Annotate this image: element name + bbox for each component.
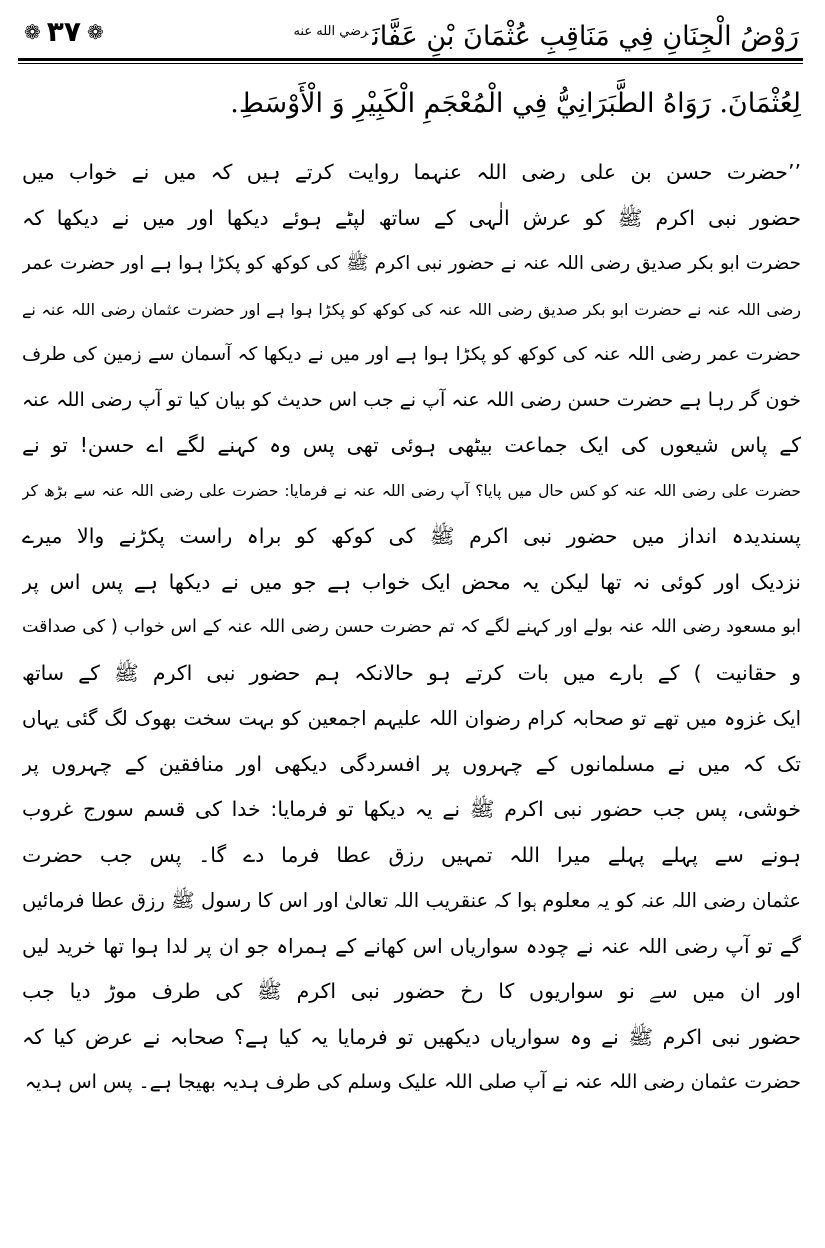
honorific-mark: رضي الله عنه: [293, 24, 369, 39]
text-line: حضرت عمر رضی اللہ عنہ کی کوکھ کو پکڑا ہوا ہے اور میں نے دیکھا کہ آسمان سے زمین کی طرف: [22, 344, 801, 365]
running-title: [293, 12, 799, 57]
text-line: ابو مسعود رضی اللہ عنہ بولے اور کہنے لگے کہ تم حضرت حسن رضی اللہ عنہ کے اس خواب ( کی صداقت: [22, 617, 801, 637]
text-line: ’’حضرت حسن بن علی رضی اللہ عنہما روایت کرتے ہیں کہ میں نے خواب میں: [22, 160, 801, 184]
text-line: حضور نبی اکرم ﷺ نے وہ سواریاں دیکھیں تو فرمایا یہ کیا ہے؟ صحابہ نے عرض کیا کہ: [22, 1024, 801, 1049]
running-title-text: رَوْضُ الْجِنَانِ فِي مَنَاقِبِ عُثْمَانَ بْنِ عَفَّانَ: [372, 21, 799, 52]
text-line: نزدیک اور کوئی نہ تھا لیکن یہ محض ایک خواب ہے جو میں نے دیکھا ہے پس اس پر: [22, 569, 801, 594]
page-header: [18, 10, 803, 56]
ornament-left-icon: ❁: [24, 20, 41, 44]
text-line: کے پاس شیعوں کی ایک جماعت بیٹھی ہوئی تھی پس وہ کہنے لگے اے حسن! تو نے: [22, 433, 801, 457]
text-line: تک کہ میں نے مسلمانوں کے چہروں پر افسردگی دیکھی اور منافقین کے چہروں پر: [22, 751, 801, 776]
text-line: ہونے سے پہلے پہلے میرا اللہ تمہیں رزق عطا فرما دے گا۔ پس جب حضرت: [22, 842, 801, 867]
text-line: رضی اللہ عنہ نے حضرت ابو بکر صدیق رضی اللہ عنہ کی کوکھ کو پکڑا ہوا ہے اور حضرت عثمان رضی اللہ عنہ نے: [22, 299, 801, 319]
arabic-reference-line: لِعُثْمَانَ. رَوَاهُ الطَّبَرَانِيُّ فِي الْمُعْجَمِ الْكَبِيْرِ وَ الْأَوْسَطِ.: [230, 88, 801, 119]
text-line: اور ان میں سے نو سواریوں کا رخ حضور نبی اکرم ﷺ کی طرف موڑ دیا جب: [22, 979, 801, 1003]
ornament-right-icon: ❁: [86, 20, 104, 44]
text-line: پسندیدہ انداز میں حضور نبی اکرم ﷺ کی کوکھ کو براہ راست پکڑنے والا میرے: [22, 524, 801, 548]
text-line: حضور نبی اکرم ﷺ کو عرش الٰہی کے ساتھ لپٹے ہوئے دیکھا اور میں نے دیکھا کہ: [22, 205, 801, 230]
text-line: حضرت عثمان رضی اللہ عنہ نے آپ صلی اللہ علیک وسلم کی طرف ہدیہ بھیجا ہے۔ پس اس ہدیہ: [24, 1071, 801, 1093]
text-line: حضرت ابو بکر صدیق رضی اللہ عنہ نے حضور نبی اکرم ﷺ کی کوکھ کو پکڑا ہوا ہے اور حضرت عمر: [22, 253, 801, 274]
text-line: گے تو آپ رضی اللہ عنہ نے چودہ سواریاں اس کھانے کے ہمراہ جو ان پر لدا ہوا تھا خرید لیں: [22, 933, 801, 958]
text-line: و حقانیت ) کے بارے میں بات کرتے ہو حالانکہ ہم حضور نبی اکرم ﷺ کے ساتھ: [22, 660, 801, 685]
text-line: خون گر رہا ہے حضرت حسن رضی اللہ عنہ آپ نے جب اس حدیث کو بیان کیا تو آپ رضی اللہ عنہ: [22, 388, 801, 411]
page-number-box: [24, 12, 104, 52]
header-rule-thin: [18, 63, 803, 64]
header-rule: [18, 58, 803, 61]
page-number: ۳۷: [46, 15, 81, 48]
text-line: عثمان رضی اللہ عنہ کو یہ معلوم ہوا کہ عنقریب اللہ تعالیٰ اور اس کا رسول ﷺ رزق عطا فرمائیں: [22, 889, 801, 912]
urdu-body-text: [22, 150, 801, 1106]
text-line: حضرت علی رضی اللہ عنہ کو کس حال میں پایا؟ آپ رضی اللہ عنہ نے فرمایا: حضرت علی رضی اللہ عنہ سے بڑھ کر: [22, 481, 801, 500]
text-line: ایک غزوہ میں تھے تو صحابہ کرام رضوان اللہ علیہم اجمعین کو بہت سخت بھوک لگ گئی یہاں: [22, 707, 801, 730]
text-line: خوشی، پس جب حضور نبی اکرم ﷺ نے یہ دیکھا تو فرمایا: خدا کی قسم سورج غروب: [22, 797, 801, 821]
